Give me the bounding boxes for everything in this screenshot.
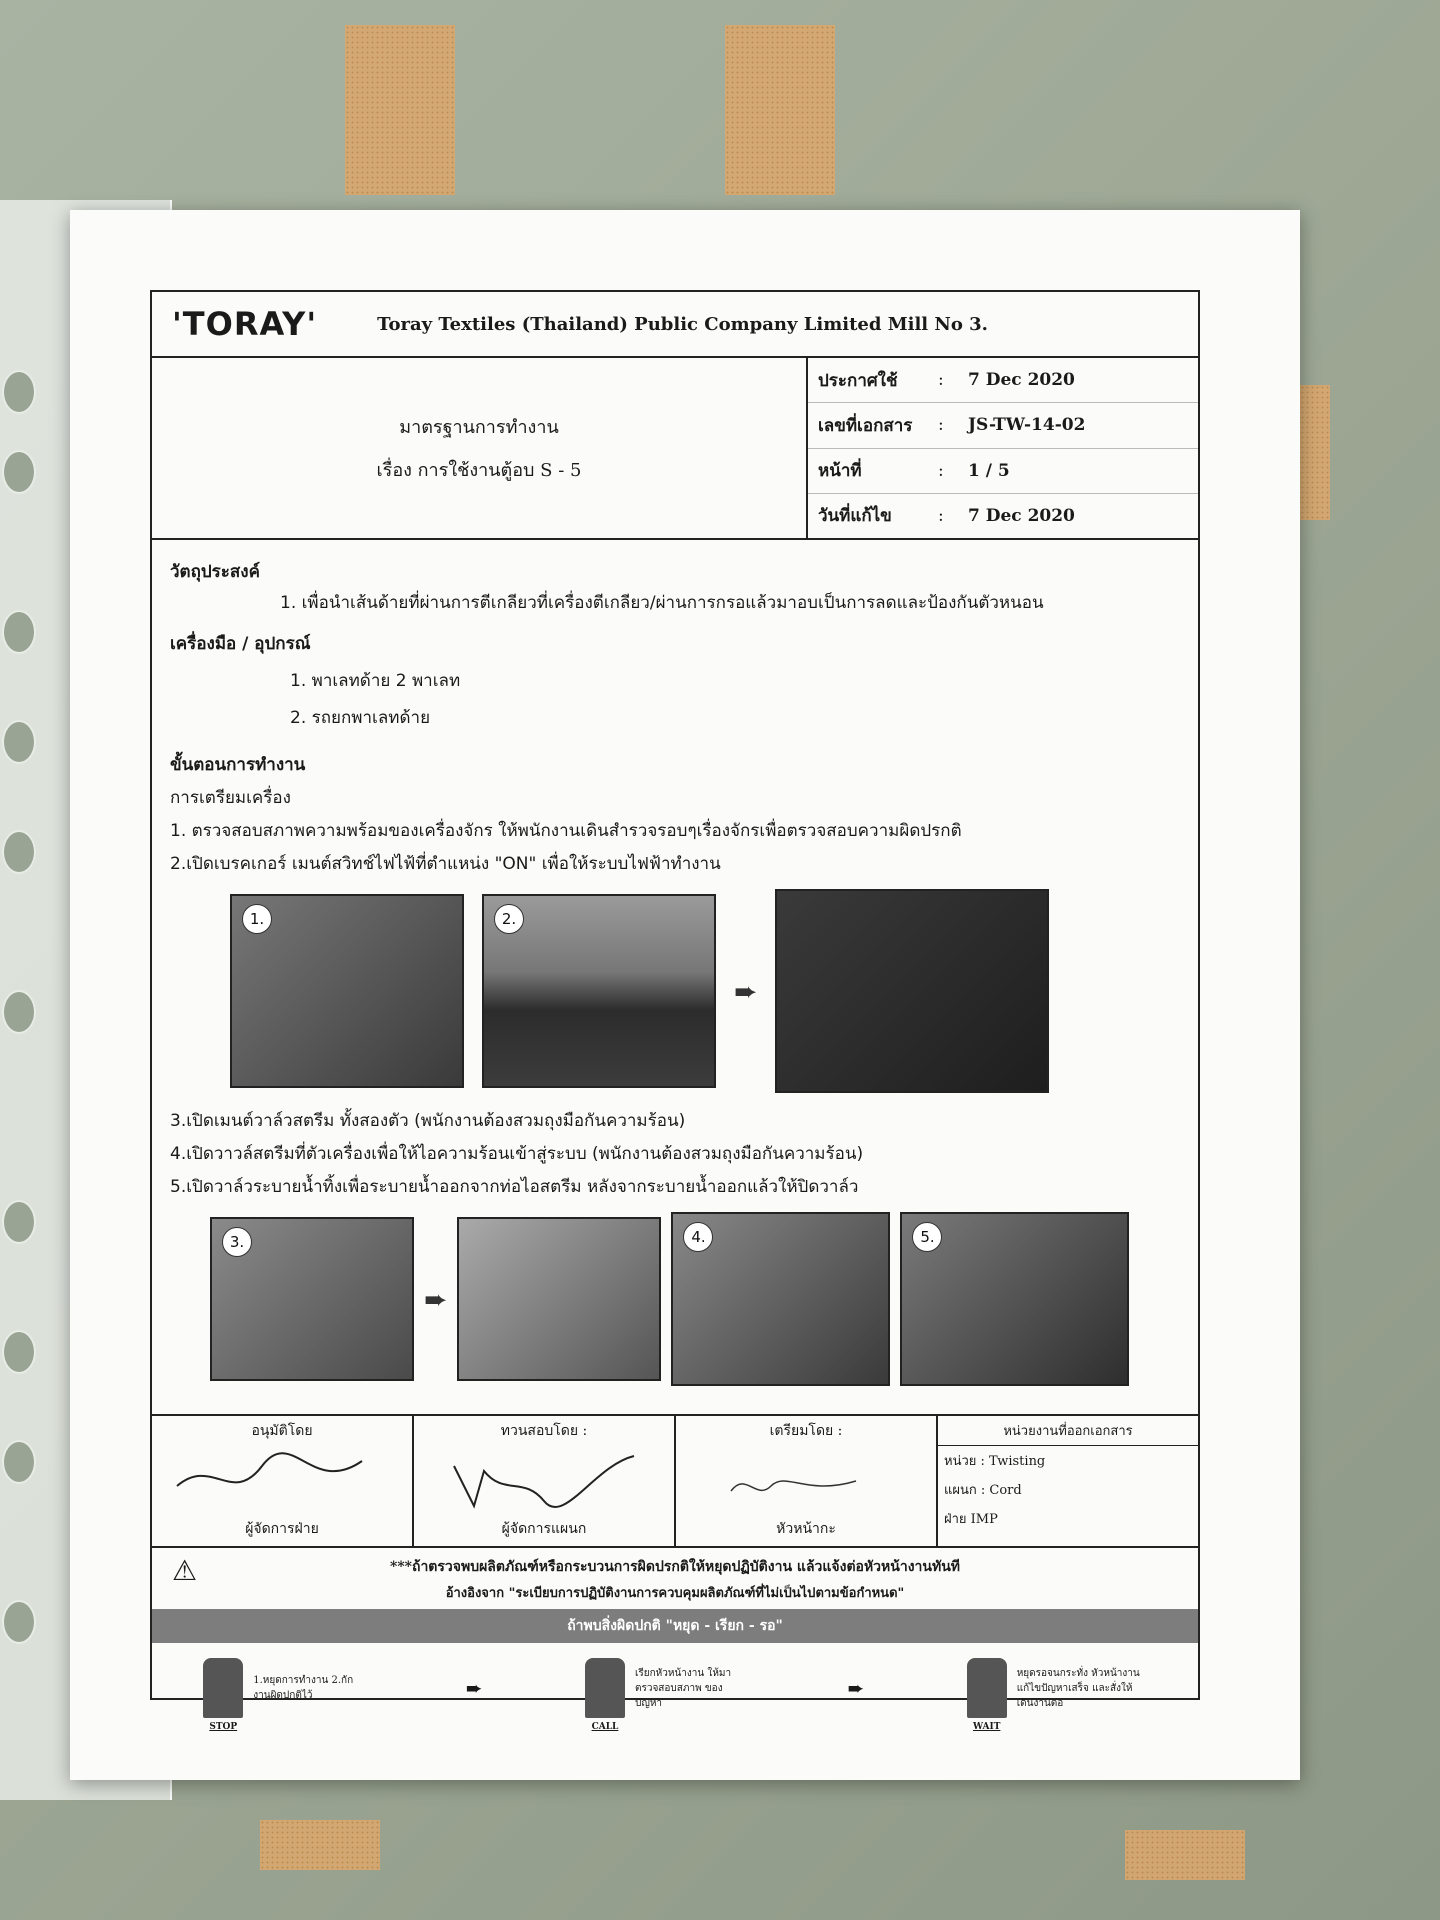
signature-reviewed [414,1416,676,1546]
issuer-unit: หน่วย : Twisting [944,1454,1046,1469]
photo-breaker-closeup [775,889,1049,1093]
meta-value: 1 / 5 [968,460,1010,481]
binder-hole [2,1330,36,1374]
procedure-step: 4.เปิดวาวล์สตรีมที่ตัวเครื่องเพื่อให้ไอความร้อนเข้าสู่ระบบ (พนักงานต้องสวมถุงมือกันความร้อน) [170,1144,864,1164]
arrow-right-icon: ➨ [465,1676,483,1700]
procedure-subheading: การเตรียมเครื่อง [170,788,291,808]
company-name: Toray Textiles (Thailand) Public Company Limited Mill No 3. [377,313,988,335]
photo-drain-valve [900,1212,1129,1386]
photo-number: 2. [494,904,524,934]
signature-role: ผู้จัดการแผนก [501,1521,587,1537]
tools-item: 1. พาเลทด้าย 2 พาเลท [290,671,461,691]
binder-hole [2,1200,36,1244]
binder-hole [2,370,36,414]
warning-section [152,1548,1198,1733]
step-label: STOP [209,1722,238,1732]
procedure-step: 2.เปิดเบรคเกอร์ เมนต์สวิทช์ไฟไฟ้ที่ตำแหน่ง "ON" เพื่อให้ระบบไฟฟ้าทำงาน [170,854,721,874]
signature-label: เตรียมโดย : [769,1423,843,1439]
step-wait [967,1658,1147,1732]
document-title [152,358,808,538]
binder-hole [2,990,36,1034]
meta-row: เลขที่เอกสาร : JS-TW-14-02 [808,403,1198,448]
binder-hole [2,1600,36,1644]
binder-hole [2,720,36,764]
step-text: หยุดรอจนกระทั่ง หัวหน้างานแก้ไขปัญหาเสร็จ และสั่งให้เดินงานต่อ [1016,1667,1140,1709]
signature-label: ทวนสอบโดย : [500,1423,588,1439]
binder-hole [2,450,36,494]
work-standard-form [150,290,1200,1732]
warning-text: ***ถ้าตรวจพบผลิตภัณฑ์หรือกระบวนการผิดปรกติให้หยุดปฏิบัติงาน แล้วแจ้งต่อหัวหน้างานทันที [390,1559,960,1575]
wait-figure-icon [967,1658,1007,1732]
photo-number: 3. [222,1227,252,1257]
procedure-heading: ขั้นตอนการทำงาน [170,755,306,775]
signature-label: อนุมัติโดย [251,1423,313,1439]
meta-row: วันที่แก้ไข : 7 Dec 2020 [808,494,1198,538]
binder-hole [2,610,36,654]
meta-value: 7 Dec 2020 [968,370,1075,391]
signature-prepared [676,1416,938,1546]
meta-value: JS-TW-14-02 [968,415,1086,436]
step-label: WAIT [972,1722,1001,1732]
meta-key: ประกาศใช้ [818,370,898,391]
photo-number: 4. [683,1222,713,1252]
photo-number: 5. [912,1222,942,1252]
warning-triangle-icon: ⚠ [172,1554,198,1587]
binder-hole [2,1440,36,1484]
meta-row: หน้าที่ : 1 / 5 [808,449,1198,494]
meta-key: หน้าที่ [818,461,862,482]
step-label: CALL [591,1722,619,1732]
tape-bottom-right [1125,1830,1245,1880]
binder-hole [2,830,36,874]
photo-steam-valve [210,1217,414,1381]
signature-scribble [172,1446,372,1516]
meta-table [808,358,1198,538]
signature-approved [152,1416,414,1546]
title-line-1: มาตรฐานการทำงาน [399,417,559,438]
arrow-right-icon: ➨ [847,1676,865,1700]
issuer-section: แผนก : Cord [944,1483,1022,1498]
step-text: เรียกหัวหน้างาน ให้มาตรวจสอบสภาพ ของปัญหา [634,1667,732,1709]
objective-heading: วัตถุประสงค์ [170,562,260,582]
tools-heading: เครื่องมือ / อุปกรณ์ [170,634,311,654]
issuer-heading: หน่วยงานที่ออกเอกสาร [938,1416,1198,1446]
procedure-step: 1. ตรวจสอบสภาพความพร้อมของเครื่องจักร ให้พนักงานเดินสำรวจรอบๆเรื่องจักรเพื่อตรวจสอบความผิดปรกติ [170,821,962,841]
step-stop [203,1658,363,1732]
signature-role: ผู้จัดการฝ่าย [245,1521,319,1537]
meta-key: วันที่แก้ไข [818,506,892,527]
form-header [152,292,1198,358]
signature-role: หัวหน้ากะ [776,1521,836,1537]
photo-row-1 [230,889,1180,1093]
photo-valve-pipe [457,1217,661,1381]
title-block [152,358,1198,540]
toray-logo: 'TORAY' [172,305,318,343]
issuing-unit [938,1416,1198,1546]
signature-scribble [726,1466,866,1506]
photo-breaker-panel [482,894,716,1088]
arrow-right-icon: ➨ [734,974,758,1008]
step-call [585,1658,745,1732]
meta-value: 7 Dec 2020 [968,505,1075,526]
procedure-step: 5.เปิดวาล์วระบายน้ำทิ้งเพื่อระบายน้ำออกจากท่อไอสตรีม หลังจากระบายน้ำออกแล้วให้ปิดวาล์ว [170,1177,859,1197]
form-body [152,540,1198,1404]
document-sheet [70,210,1300,1780]
signature-block [152,1414,1198,1548]
meta-key: เลขที่เอกสาร [818,415,913,436]
call-figure-icon [585,1658,625,1732]
issuer-department: ฝ่าย IMP [944,1512,998,1527]
photo-row-2 [210,1212,1180,1386]
title-line-2: เรื่อง การใช้งานตู้อบ S - 5 [376,460,582,481]
stop-figure-icon [203,1658,243,1732]
tools-item: 2. รถยกพาเลทด้าย [290,708,431,728]
tape-bottom-left [260,1820,380,1870]
photo-machine [230,894,464,1088]
stop-call-wait-steps [152,1643,1198,1733]
objective-item: 1. เพื่อนำเส้นด้ายที่ผ่านการตีเกลียวที่เครื่องตีเกลียว/ผ่านการกรอแล้วมาอบเป็นการลดและป้องกันตัวหนอน [280,593,1044,613]
tape-right [725,25,835,195]
step-text: 1.หยุดการทำงาน 2.กักงานผิดปกติไว้ [253,1675,354,1701]
signature-scribble [444,1446,644,1516]
tape-left [345,25,455,195]
arrow-right-icon: ➨ [424,1282,448,1316]
warning-reference: อ้างอิงจาก "ระเบียบการปฏิบัติงานการควบคุมผลิตภัณฑ์ที่ไม่เป็นไปตามข้อกำหนด" [445,1586,905,1601]
procedure-step: 3.เปิดเมนต์วาล์วสตรีม ทั้งสองตัว (พนักงานต้องสวมถุงมือกันความร้อน) [170,1111,686,1131]
meta-row: ประกาศใช้ : 7 Dec 2020 [808,358,1198,403]
photo-number: 1. [242,904,272,934]
photo-worker-valve [671,1212,890,1386]
warning-bar: ถ้าพบสิ่งผิดปกติ "หยุด - เรียก - รอ" [152,1609,1198,1643]
